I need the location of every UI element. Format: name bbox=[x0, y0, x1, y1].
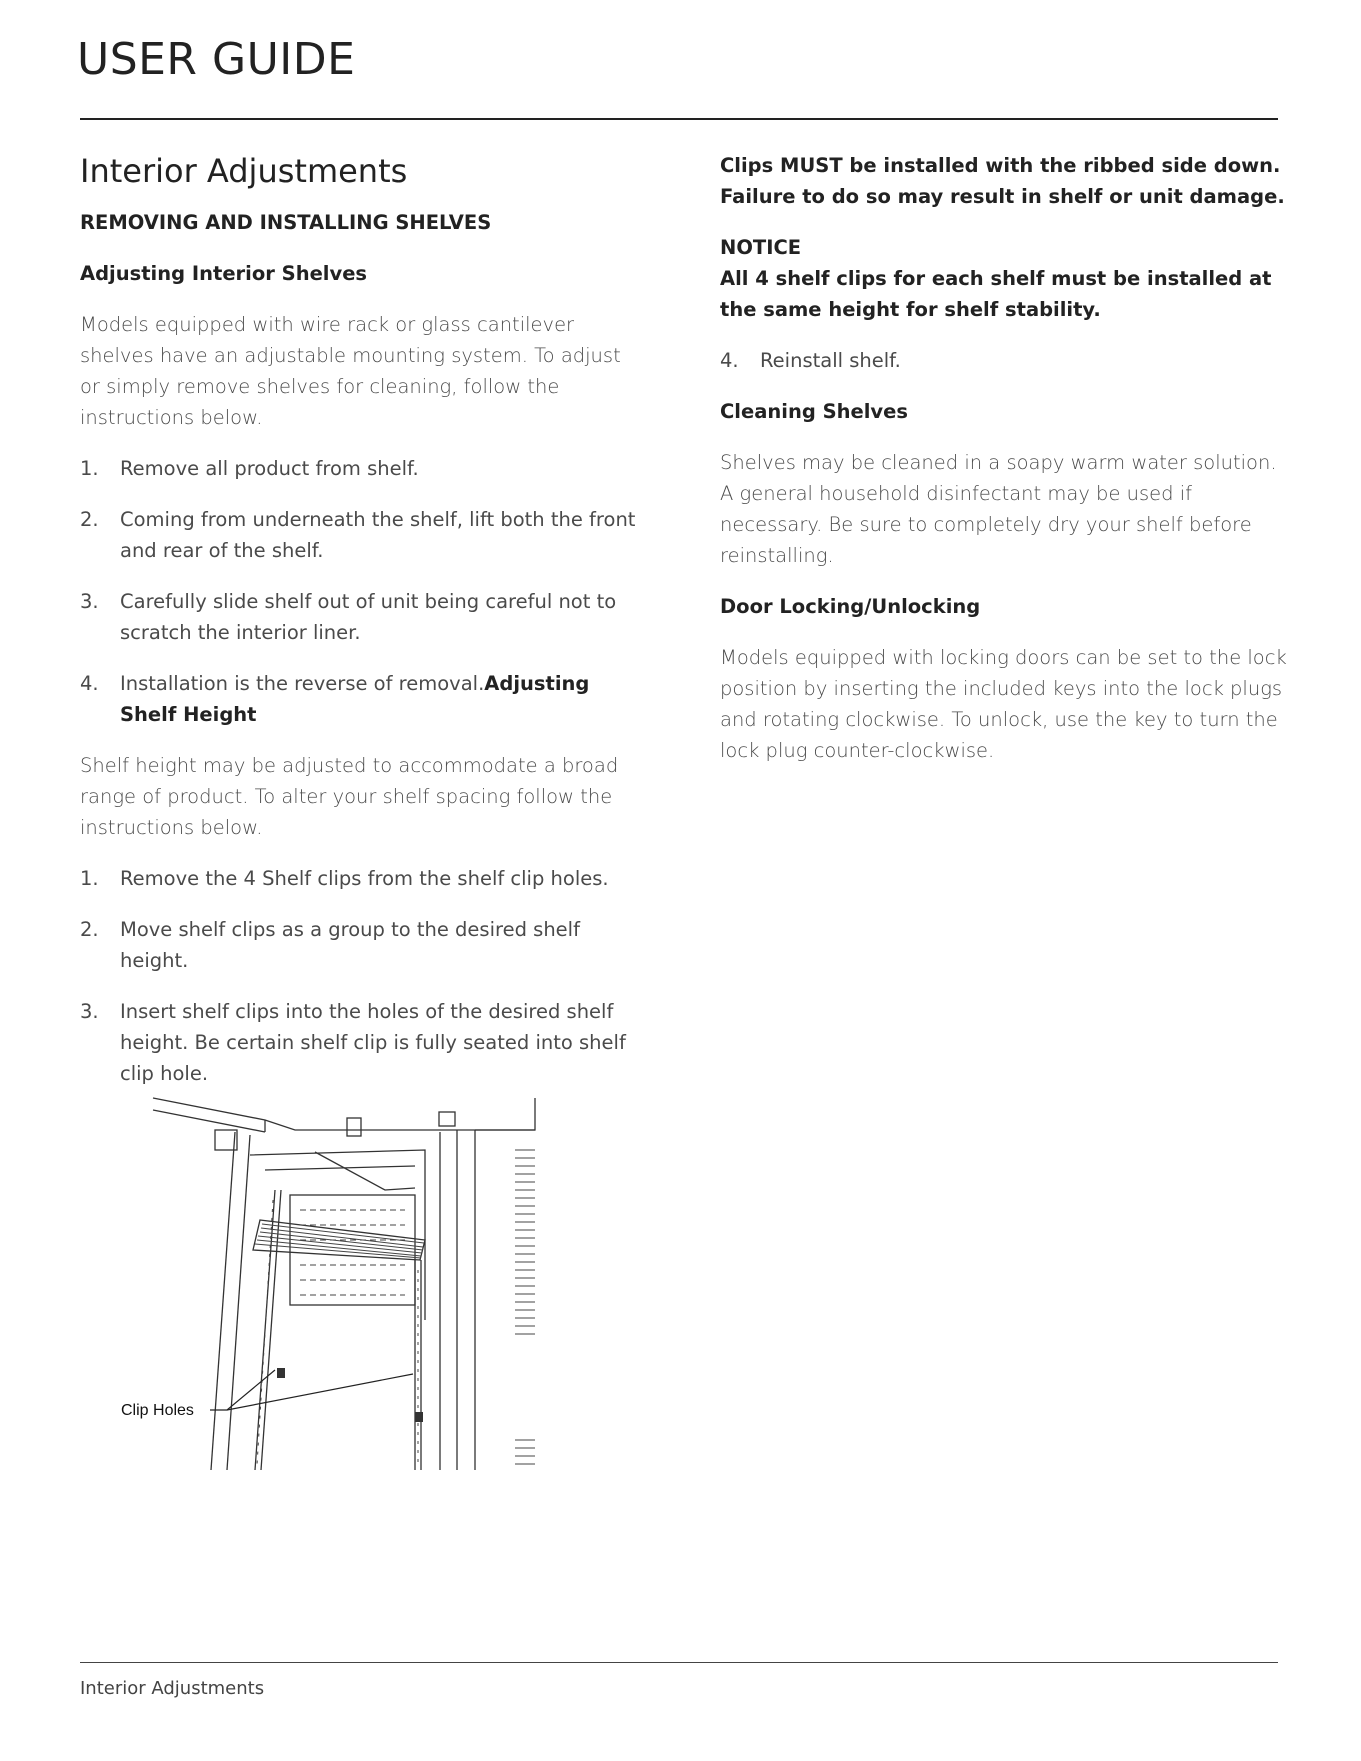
step-number: 1. bbox=[80, 457, 99, 480]
step-number: 1. bbox=[80, 867, 99, 890]
step-text: Remove all product from shelf. bbox=[120, 457, 419, 480]
right-column bbox=[720, 150, 1290, 786]
notice-label: NOTICE bbox=[720, 236, 802, 259]
step-text: Carefully slide shelf out of unit being careful not to scratch the interior liner. bbox=[120, 590, 617, 644]
notice-text: All 4 shelf clips for each shelf must be installed at the same height for shelf stability. bbox=[720, 267, 1272, 321]
cleaning-paragraph: Shelves may be cleaned in a soapy warm water solution. A general household disinfectant may be used if necessary. Be sure to completely dry your shelf before reinstalling. bbox=[720, 451, 1277, 567]
footer-divider bbox=[80, 1662, 1278, 1663]
step-text: Reinstall shelf. bbox=[760, 349, 901, 372]
list-item bbox=[720, 345, 1290, 376]
clip-warning: Clips MUST be installed with the ribbed side down. Failure to do so may result in shelf or unit damage. bbox=[720, 154, 1285, 208]
list-item bbox=[80, 504, 640, 566]
subheading-adjusting-shelves: Adjusting Interior Shelves bbox=[80, 262, 368, 285]
step-number: 4. bbox=[720, 349, 739, 372]
step-text: Installation is the reverse of removal. bbox=[120, 672, 485, 695]
step-text: Coming from underneath the shelf, lift both the front and rear of the shelf. bbox=[120, 508, 636, 562]
intro-paragraph: Models equipped with wire rack or glass cantilever shelves have an adjustable mounting system. To adjust or simply remove shelves for cleaning, follow the instructions below. bbox=[80, 313, 621, 429]
shelf-clip-illustration bbox=[115, 1090, 545, 1470]
shelf-height-paragraph: Shelf height may be adjusted to accommodate a broad range of product. To alter your shelf spacing follow the instructions below. bbox=[80, 754, 619, 839]
reinstall-step bbox=[720, 345, 1290, 376]
clip-holes-label: Clip Holes bbox=[121, 1402, 194, 1419]
list-item bbox=[80, 914, 640, 976]
subheading-door-locking: Door Locking/Unlocking bbox=[720, 595, 981, 618]
removal-steps bbox=[80, 453, 640, 730]
list-item bbox=[80, 863, 640, 894]
step-number: 3. bbox=[80, 590, 99, 613]
step-text: Insert shelf clips into the holes of the desired shelf height. Be certain shelf clip is fully seated into shelf clip hole. bbox=[120, 1000, 626, 1085]
list-item bbox=[80, 996, 640, 1089]
header-divider bbox=[80, 118, 1278, 120]
footer-section-label: Interior Adjustments bbox=[80, 1678, 265, 1699]
step-number: 2. bbox=[80, 918, 99, 941]
subheading-cleaning-shelves: Cleaning Shelves bbox=[720, 400, 908, 423]
caps-heading: REMOVING AND INSTALLING SHELVES bbox=[80, 211, 492, 234]
section-title: Interior Adjustments bbox=[80, 152, 408, 190]
subheading-shelf-height: Adjusting Shelf Height bbox=[120, 672, 590, 726]
list-item bbox=[80, 453, 640, 484]
notice-block bbox=[720, 232, 1290, 325]
step-number: 3. bbox=[80, 1000, 99, 1023]
step-text: Move shelf clips as a group to the desired shelf height. bbox=[120, 918, 580, 972]
step-number: 4. bbox=[80, 672, 99, 695]
height-steps bbox=[80, 863, 640, 1089]
left-column bbox=[80, 150, 640, 1109]
list-item bbox=[80, 586, 640, 648]
list-item bbox=[80, 668, 640, 730]
locking-paragraph: Models equipped with locking doors can be set to the lock position by inserting the included keys into the lock plugs and rotating clockwise. To unlock, use the key to turn the lock plug counter-clockwise. bbox=[720, 646, 1287, 762]
step-number: 2. bbox=[80, 508, 99, 531]
step-text: Remove the 4 Shelf clips from the shelf clip holes. bbox=[120, 867, 609, 890]
page-title: USER GUIDE bbox=[77, 34, 356, 85]
